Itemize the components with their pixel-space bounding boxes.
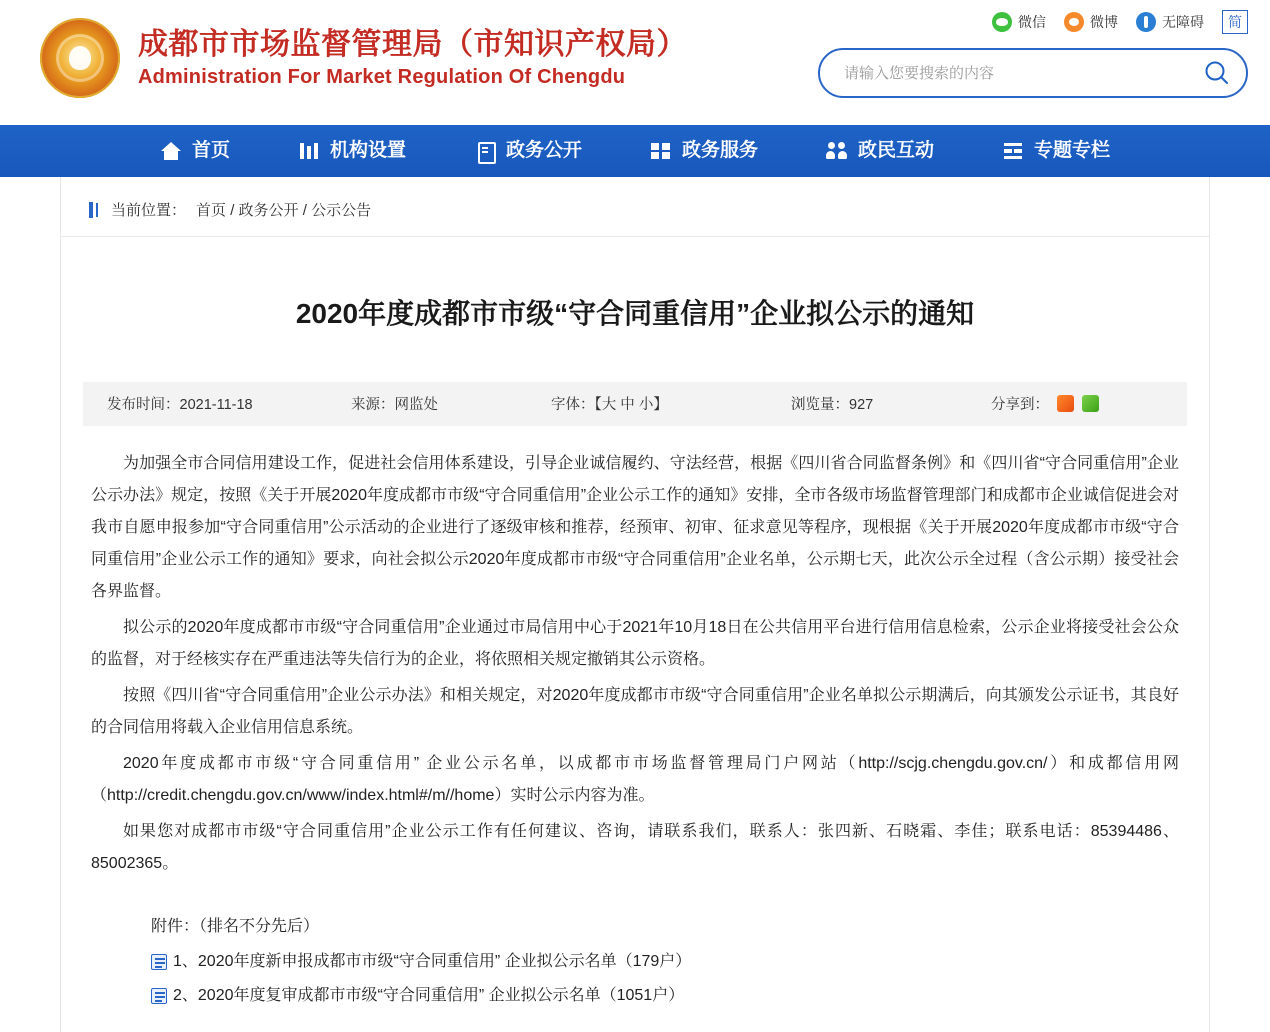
article-paragraph-1: 为加强全市合同信用建设工作，促进社会信用体系建设，引导企业诚信履约、守法经营，根据《四川省合同监督条例》和《四川省“守合同重信用”企业公示办法》规定，按照《关于开展2020年度成都市市级“守合同重信用”企业公示工作的通知》安排，全市各级市场监督管理部门和成都市企业诚信促进会对我市自愿申报参加“守合同重信用”公示活动的企业进行了逐级审核和推荐，经预审、初审、征求意见等程序，现根据《关于开展2020年度成都市市级“守合同重信用”企业公示工作的通知》要求，向社会拟公示2020年度成都市市级“守合同重信用”企业名单，公示期七天，此次公示全过程（含公示期）接受社会各界监督。 (91, 454, 1179, 600)
attachment-item-1[interactable] (151, 945, 1179, 979)
source-value: 网监处 (394, 397, 438, 414)
document-icon (474, 141, 496, 161)
nav-item-government-service[interactable] (616, 125, 792, 177)
nav-label-special-columns: 专题专栏 (1034, 140, 1111, 161)
nav-label-government-disclosure: 政务公开 (505, 140, 582, 161)
font-size-small[interactable]: 小 (638, 397, 654, 414)
breadcrumb-sep-1: / (230, 202, 239, 219)
font-size-label: 字体： (551, 397, 595, 414)
breadcrumb-item-home[interactable]: 首页 (196, 202, 227, 219)
article-card (60, 177, 1210, 1032)
column-icon (1002, 141, 1024, 161)
wechat-label: 微信 (1018, 14, 1046, 30)
font-size-medium[interactable]: 中 (620, 397, 635, 414)
weibo-label: 微博 (1090, 14, 1118, 30)
attachment-file-icon (151, 988, 167, 1004)
view-count (773, 393, 973, 414)
site-title-en: Administration For Market Regulation Of Chengdu (138, 65, 626, 88)
nav-label-government-service: 政务服务 (682, 140, 759, 161)
views-label: 浏览量： (791, 397, 849, 414)
weibo-link[interactable] (1064, 12, 1118, 32)
accessibility-label: 无障碍 (1162, 14, 1204, 30)
attachment-label-1[interactable]: 1、2020年度新申报成都市市级“守合同重信用” 企业拟公示名单（179户） (173, 953, 692, 971)
main-navigation (0, 125, 1270, 177)
article-paragraph-2: 拟公示的2020年度成都市市级“守合同重信用”企业通过市局信用中心于2021年10月18日在公共信用平台进行信用信息检索，公示企业将接受社会公众的监督，对于经核实存在严重违法等失信行为的企业，将依照相关规定撤销其公示资格。 (91, 618, 1179, 668)
nav-label-home: 首页 (191, 140, 230, 161)
nav-item-organization[interactable] (264, 125, 440, 177)
views-value: 927 (849, 397, 874, 414)
breadcrumb-sep-2: / (302, 202, 312, 219)
font-bracket-close: 】 (653, 397, 668, 414)
font-bracket-open: 【 (594, 397, 602, 414)
article-meta-bar (83, 382, 1187, 426)
grid-service-icon (650, 141, 672, 161)
search-icon (1202, 58, 1232, 88)
breadcrumb-marker-icon (89, 202, 93, 218)
site-title-block (138, 26, 687, 90)
attachment-file-icon (151, 954, 167, 970)
share-label: 分享到： (991, 397, 1049, 414)
nav-item-government-disclosure[interactable] (440, 125, 616, 177)
search-button[interactable] (1196, 56, 1230, 90)
site-title-cn: 成都市市场监督管理局（市知识产权局） (138, 28, 687, 62)
attachment-heading: 附件：（排名不分先后） (151, 917, 320, 935)
publish-time (83, 393, 333, 414)
page-body (0, 177, 1270, 1032)
organization-icon (298, 141, 320, 161)
chengdu-emblem-icon (40, 18, 120, 98)
article-paragraph-3: 按照《四川省“守合同重信用”企业公示办法》和相关规定，对2020年度成都市市级“守合同重信用”企业名单拟公示期满后，向其颁发公示证书，其良好的合同信用将载入企业信用信息系统。 (91, 686, 1179, 736)
article-source (333, 393, 533, 414)
site-header (0, 0, 1270, 125)
accessibility-link[interactable] (1136, 12, 1204, 32)
wechat-icon (992, 12, 1012, 32)
search-input[interactable] (842, 64, 1196, 83)
site-logo[interactable] (40, 18, 687, 98)
source-label: 来源： (351, 397, 395, 414)
nav-item-home[interactable] (126, 125, 264, 177)
breadcrumb-item-disclosure[interactable]: 政务公开 (238, 202, 299, 219)
share-wechat-icon[interactable] (1082, 395, 1099, 412)
attachment-item-2[interactable] (151, 979, 1179, 1013)
article-paragraph-4: 2020年度成都市市级“守合同重信用” 企业公示名单，以成都市市场监督管理局门户网站（http://scjg.chengdu.gov.cn/）和成都信用网（http://credit.chengdu.gov.cn/www/index.html#/m//home）实时公示内容为准。 (91, 754, 1179, 804)
breadcrumb-prefix: 当前位置： (111, 202, 187, 219)
attachment-list (61, 884, 1209, 1013)
nav-label-organization: 机构设置 (329, 140, 406, 161)
article-body (61, 426, 1209, 880)
breadcrumb-item-announcement[interactable]: 公示公告 (311, 202, 372, 219)
search-box[interactable] (818, 48, 1248, 98)
breadcrumb (61, 177, 1209, 237)
font-size-large[interactable]: 大 (601, 397, 617, 414)
font-size-control (533, 393, 773, 414)
people-icon (826, 141, 848, 161)
attachment-label-2[interactable]: 2、2020年度复审成都市市级“守合同重信用” 企业拟公示名单（1051户） (173, 986, 685, 1004)
nav-item-special-columns[interactable] (968, 125, 1144, 177)
page-title: 2020年度成都市市级“守合同重信用”企业拟公示的通知 (295, 297, 975, 329)
weibo-icon (1064, 12, 1084, 32)
language-toggle-button[interactable]: 简 (1222, 10, 1248, 34)
home-icon (160, 141, 182, 161)
publish-time-label: 发布时间： (107, 397, 180, 414)
accessibility-icon (1136, 12, 1156, 32)
nav-label-public-interaction: 政民互动 (858, 140, 935, 161)
top-utility-links (992, 10, 1248, 34)
article-paragraph-5: 如果您对成都市市级“守合同重信用”企业公示工作有任何建议、咨询，请联系我们，联系人：张四新、石晓霜、李佳；联系电话：85394486、85002365。 (91, 822, 1179, 872)
publish-time-value: 2021-11-18 (179, 397, 253, 414)
share-rss-icon[interactable] (1057, 395, 1074, 412)
nav-item-public-interaction[interactable] (792, 125, 968, 177)
wechat-link[interactable] (992, 12, 1046, 32)
share-block (973, 393, 1117, 414)
breadcrumb-links (196, 199, 371, 220)
